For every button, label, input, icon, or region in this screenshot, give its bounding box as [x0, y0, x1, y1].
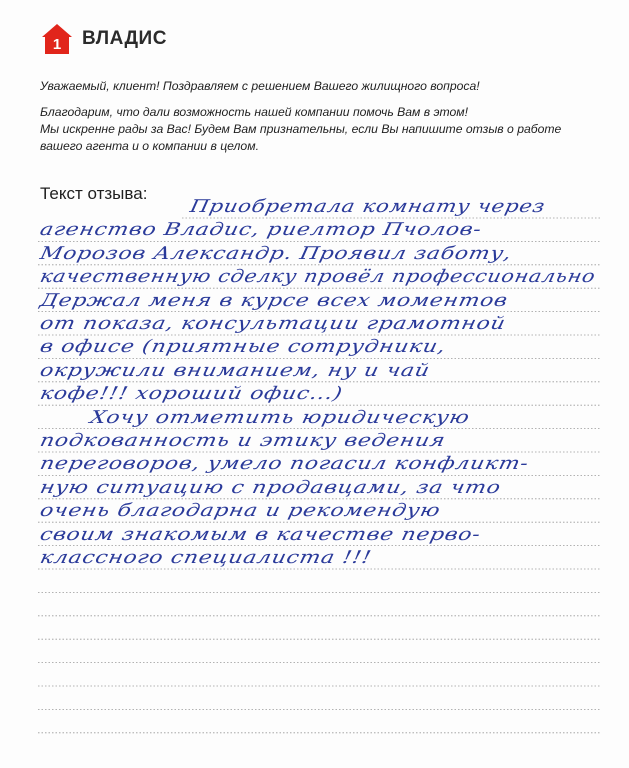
- handwritten-line: агенство Владис, риелтор Пчолов-: [38, 220, 484, 241]
- intro-greeting: Уважаемый, клиент! Поздравляем с решением Вашего жилищного вопроса!: [40, 79, 480, 93]
- intro-thanks: Благодарим, что дали возможность нашей компании помочь Вам в этом!: [40, 105, 469, 119]
- intro-request: Мы искренне рады за Вас! Будем Вам признательны, если Вы напишите отзыв о работе: [40, 122, 562, 136]
- handwritten-line: Приобретала комнату через: [188, 197, 548, 217]
- handwritten-line: в офисе (приятные сотрудники,: [38, 337, 448, 358]
- handwritten-line: окружили вниманием, ну и чай: [38, 360, 432, 381]
- handwritten-line: очень благодарна и рекомендую: [38, 501, 443, 522]
- handwritten-line: Хочу отметить юридическую: [88, 407, 472, 428]
- handwritten-line: Держал меня в курсе всех моментов: [38, 290, 510, 311]
- handwritten-line: от показа, консультации грамотной: [38, 314, 508, 334]
- handwritten-line: Морозов Александр. Проявил заботу,: [38, 243, 514, 264]
- handwritten-line: ную ситуацию с продавцами, за что: [38, 477, 503, 498]
- brand-name: ВЛАДИС: [82, 28, 167, 49]
- handwritten-line: подкованность и этику ведения: [38, 431, 448, 451]
- handwritten-line: качественную сделку провёл профессионально: [38, 267, 598, 288]
- intro-request-continued: вашего агента и о компании в целом.: [40, 139, 259, 153]
- handwritten-line: классного специалиста !!!: [38, 548, 374, 568]
- handwritten-line: своим знакомым в качестве перво-: [38, 524, 483, 545]
- review-label: Текст отзыва:: [40, 184, 148, 203]
- svg-text:1: 1: [52, 36, 62, 53]
- handwritten-line: кофе!!! хороший офис...): [38, 384, 345, 405]
- handwritten-line: переговоров, умело погасил конфликт-: [38, 454, 531, 475]
